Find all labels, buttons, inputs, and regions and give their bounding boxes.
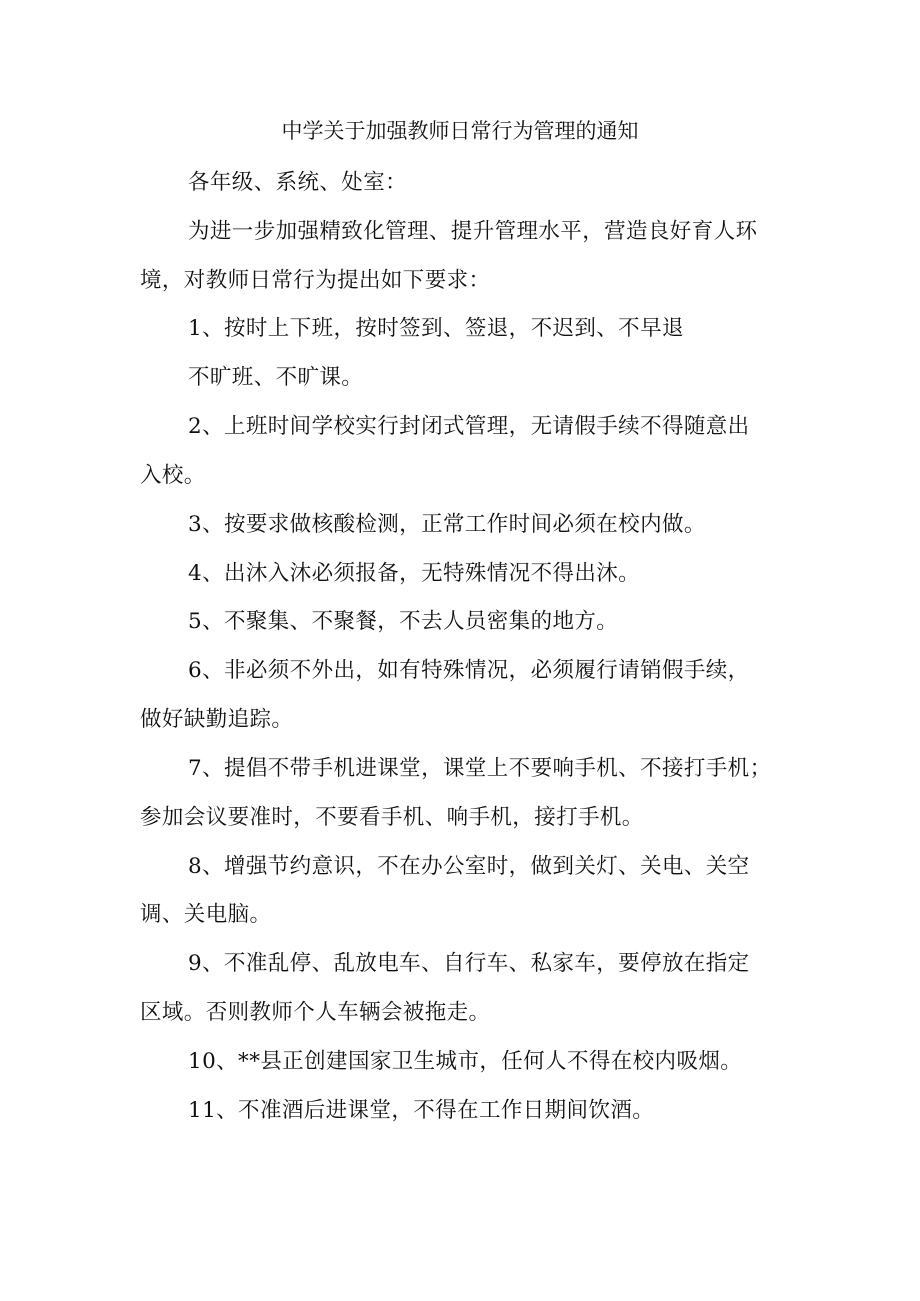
item-8-line-2: 调、关电脑。 [140, 902, 272, 927]
document-title: 中学关于加强教师日常行为管理的通知 [281, 119, 639, 143]
item-7-line-2: 参加会议要准时，不要看手机、响手机，接打手机。 [140, 805, 644, 830]
item-8-line-1: 8、增强节约意识，不在办公室时，做到关灯、关电、关空 [188, 854, 750, 879]
item-11: 11、不准酒后进课堂，不得在工作日期间饮酒。 [188, 1098, 655, 1123]
item-1-line-1: 1、按时上下班，按时签到、签退，不迟到、不早退 [188, 316, 684, 341]
item-2-line-2: 入校。 [140, 463, 206, 488]
item-3: 3、按要求做核酸检测，正常工作时间必须在校内做。 [188, 512, 706, 537]
item-2-line-1: 2、上班时间学校实行封闭式管理，无请假手续不得随意出 [188, 414, 750, 439]
intro-line-1: 为进一步加强精致化管理、提升管理水平，营造良好育人环 [188, 219, 758, 244]
intro-line-2: 境，对教师日常行为提出如下要求： [140, 268, 491, 293]
item-6-line-1: 6、非必须不外出，如有特殊情况，必须履行请销假手续， [188, 658, 750, 683]
salutation: 各年级、系统、处室： [188, 170, 408, 195]
item-6-line-2: 做好缺勤追踪。 [140, 707, 294, 732]
item-7-line-1: 7、提倡不带手机进课堂，课堂上不要响手机、不接打手机； [188, 756, 772, 781]
item-4: 4、出沐入沐必须报备，无特殊情况不得出沐。 [188, 561, 641, 586]
item-1-line-2: 不旷班、不旷课。 [188, 365, 364, 390]
item-10: 10、**县正创建国家卫生城市，任何人不得在校内吸烟。 [188, 1049, 743, 1074]
item-9-line-2: 区域。否则教师个人车辆会被拖走。 [140, 1000, 491, 1025]
item-5: 5、不聚集、不聚餐，不去人员密集的地方。 [188, 609, 619, 634]
item-9-line-1: 9、不准乱停、乱放电车、自行车、私家车，要停放在指定 [188, 951, 750, 976]
